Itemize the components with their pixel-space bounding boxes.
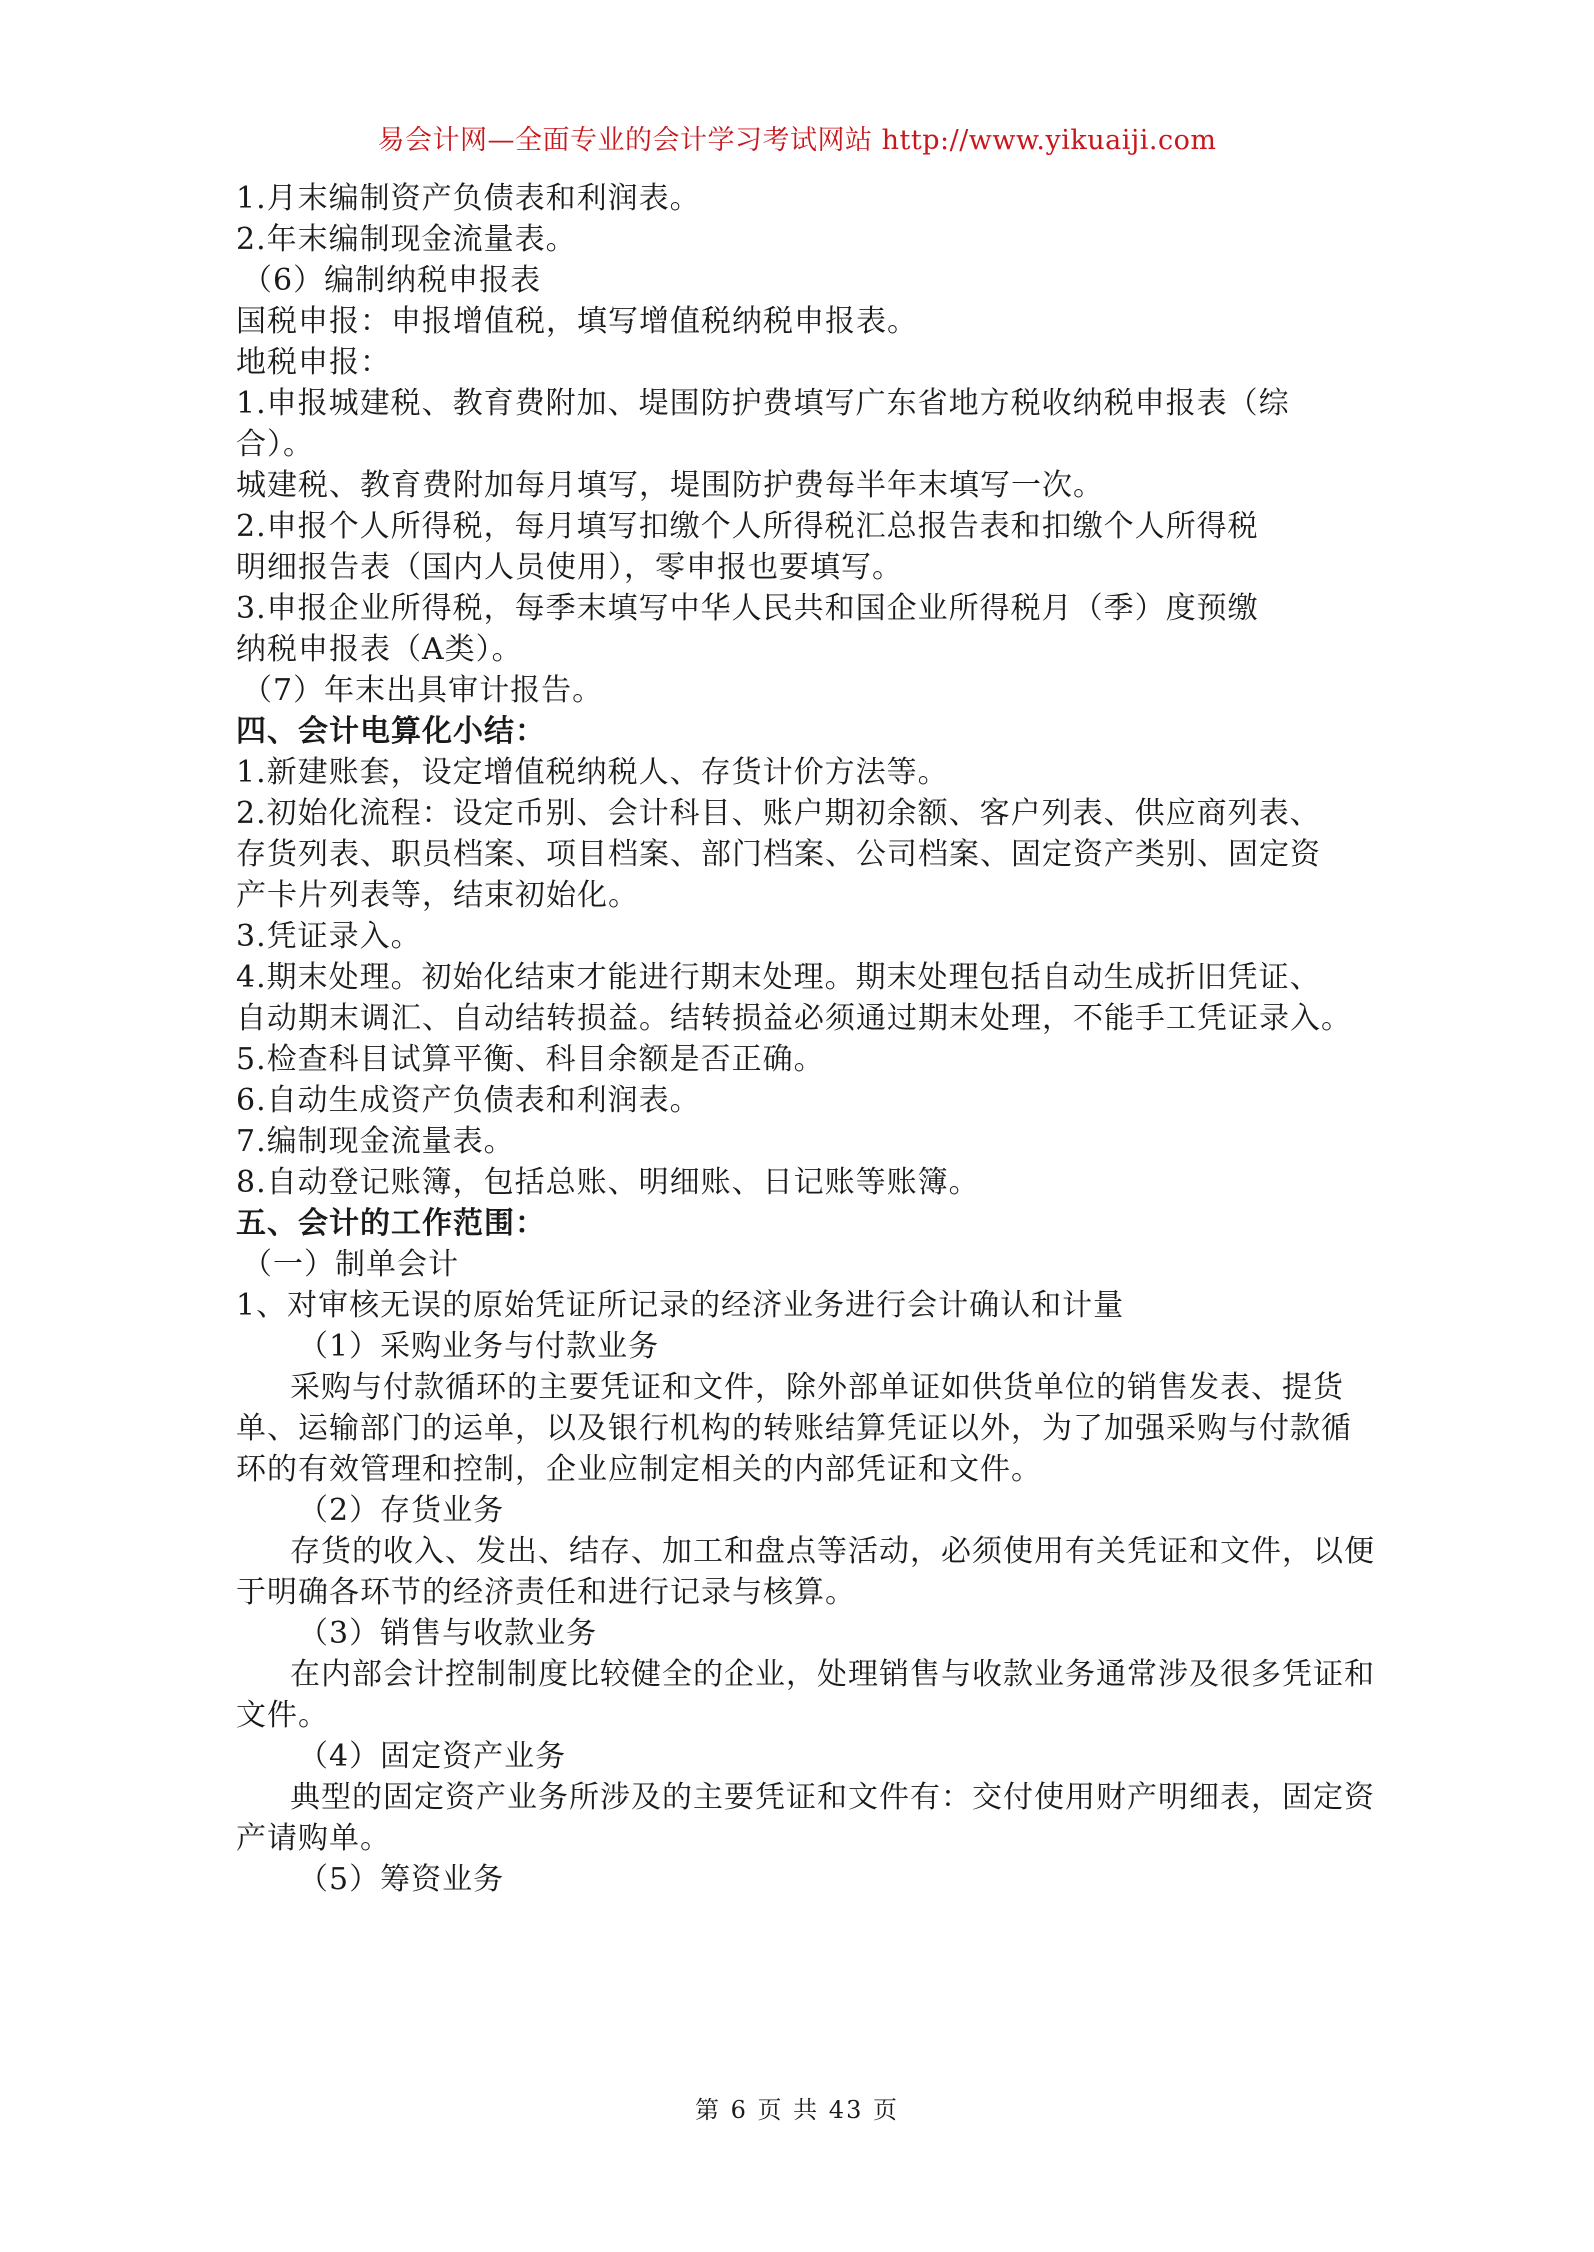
text-line: 8.自动登记账簿，包括总账、明细账、日记账等账簿。 <box>236 1165 980 1200</box>
text-line: 产卡片列表等，结束初始化。 <box>236 878 639 913</box>
text-line: 典型的固定资产业务所涉及的主要凭证和文件有：交付使用财产明细表，固定资产请购单。 <box>236 1780 1375 1856</box>
text-line: 2.初始化流程：设定币别、会计科目、账户期初余额、客户列表、供应商列表、 <box>236 796 1321 831</box>
text-line: 1、对审核无误的原始凭证所记录的经济业务进行会计确认和计量 <box>236 1288 1125 1323</box>
subsection-heading: （3）销售与收款业务 <box>298 1616 598 1651</box>
text-line: 3.凭证录入。 <box>236 919 422 954</box>
text-line: 6.自动生成资产负债表和利润表。 <box>236 1083 701 1118</box>
page-number: 第 6 页 共 43 页 <box>695 2096 899 2124</box>
text-line: 5.检查科目试算平衡、科目余额是否正确。 <box>236 1042 825 1077</box>
text-line: （一）制单会计 <box>242 1247 459 1282</box>
section-heading: 四、会计电算化小结： <box>236 714 546 749</box>
text-line: 地税申报： <box>236 345 391 380</box>
text-line: 明细报告表（国内人员使用），零申报也要填写。 <box>236 550 903 585</box>
text-line: 1.申报城建税、教育费附加、堤围防护费填写广东省地方税收纳税申报表（综 <box>236 386 1290 421</box>
text-line: 采购与付款循环的主要凭证和文件，除外部单证如供货单位的销售发表、提货单、运输部门的运单，以及银行机构的转账结算凭证以外，为了加强采购与付款循环的有效管理和控制，企业应制定相关的内部凭证和文件。 <box>236 1370 1352 1487</box>
text-line: 7.编制现金流量表。 <box>236 1124 515 1159</box>
text-line: 3.申报企业所得税，每季末填写中华人民共和国企业所得税月（季）度预缴 <box>236 591 1259 626</box>
subsection-heading: （5）筹资业务 <box>298 1862 505 1897</box>
text-line: 国税申报：申报增值税，填写增值税纳税申报表。 <box>236 304 918 339</box>
text-line: 4.期末处理。初始化结束才能进行期末处理。期末处理包括自动生成折旧凭证、 <box>236 960 1321 995</box>
text-line: 合）。 <box>236 427 314 462</box>
text-line: 2.年末编制现金流量表。 <box>236 222 577 257</box>
text-line: 1.月末编制资产负债表和利润表。 <box>236 181 701 216</box>
subsection-heading: （1）采购业务与付款业务 <box>298 1329 660 1364</box>
text-line: （7）年末出具审计报告。 <box>242 673 604 708</box>
text-line: 城建税、教育费附加每月填写，堤围防护费每半年末填写一次。 <box>236 468 1104 503</box>
subsection-heading: （4）固定资产业务 <box>298 1739 567 1774</box>
page-header: 易会计网—全面专业的会计学习考试网站 http://www.yikuaiji.com <box>377 125 1217 156</box>
section-heading: 五、会计的工作范围： <box>236 1206 546 1241</box>
subsection-heading: （2）存货业务 <box>298 1493 505 1528</box>
text-line: 存货的收入、发出、结存、加工和盘点等活动，必须使用有关凭证和文件，以便于明确各环节的经济责任和进行记录与核算。 <box>236 1534 1375 1610</box>
text-line: 在内部会计控制制度比较健全的企业，处理销售与收款业务通常涉及很多凭证和文件。 <box>236 1657 1375 1733</box>
text-line: 2.申报个人所得税，每月填写扣缴个人所得税汇总报告表和扣缴个人所得税 <box>236 509 1259 544</box>
text-line: 存货列表、职员档案、项目档案、部门档案、公司档案、固定资产类别、固定资 <box>236 837 1321 872</box>
text-line: 1.新建账套，设定增值税纳税人、存货计价方法等。 <box>236 755 949 790</box>
text-line: （6）编制纳税申报表 <box>242 263 542 298</box>
document-body <box>236 178 1376 1900</box>
text-line: 纳税申报表（A类）。 <box>236 632 523 667</box>
text-line: 自动期末调汇、自动结转损益。结转损益必须通过期末处理，不能手工凭证录入。 <box>236 1001 1352 1036</box>
